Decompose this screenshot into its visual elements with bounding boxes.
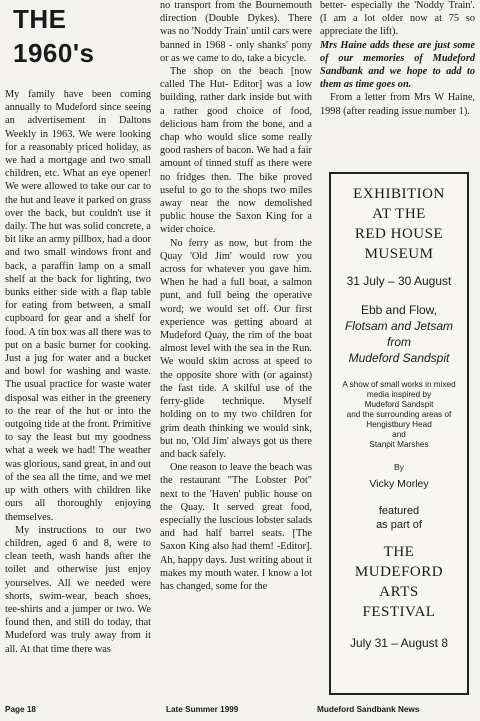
page-number: Page 18 (5, 705, 36, 714)
heading-line: RED HOUSE (354, 226, 444, 242)
column-2-text (160, 0, 312, 593)
paragraph: better- especially the 'Noddy Train'. (I am a lot older now at 75 so appreciate the lift). (320, 0, 475, 38)
article-title: THE 1960's (13, 4, 95, 68)
exhibition-poster (329, 172, 469, 695)
heading-line: MUSEUM (364, 246, 434, 262)
column-2 (160, 0, 312, 593)
exhibition-subtitle (331, 302, 467, 366)
exhibition-dates: 31 July – 30 August (346, 274, 452, 288)
festival-line: FESTIVAL (362, 604, 436, 620)
festival-line: ARTS (379, 584, 419, 600)
issue-label: Late Summer 1999 (166, 705, 239, 714)
subtitle-line: Mudeford Sandspit (348, 351, 450, 365)
description-line: and the surrounding areas of (346, 410, 452, 419)
by-label: By (393, 462, 405, 472)
artist-name: Vicky Morley (369, 478, 429, 490)
subtitle-line: Ebb and Flow, (360, 303, 438, 317)
heading-line: EXHIBITION (353, 186, 445, 202)
column-3-text (320, 0, 475, 118)
featured-label (331, 504, 467, 532)
festival-line: MUDEFORD (354, 564, 444, 580)
paragraph: My instructions to our two children, aged 6 and 8, were to clean teeth, wash hands after the toilet and otherwise just enjoy yourselves. All we needed were shorts, swim-wear, beach shoes, tee-shirts and a jumper or two. We found then, and still do today, that Mudeford was truly away from it all. At that time there was (5, 524, 151, 655)
description-line: A show of small works in mixed (342, 380, 456, 389)
column-3 (320, 0, 475, 118)
editor-note: Mrs Haine adds these are just some of our memories of Mudeford Sandbank and we hope to add to them as time goes on. (320, 39, 475, 91)
paragraph: The shop on the beach [now called The Hut- Editor] was a low building, rather dark inside but with a rather good choice of food, delicious ham from the bone, and a chap who would slice some really good rashers of bacon. We had a fair amount of tinned stuff as there were no fridges then. The bike proved useful to go to the shops two miles away near the now demolished public house the Saxon King for a wider choice. (160, 66, 312, 236)
letter-source: From a letter from Mrs W Haine, 1998 (after reading issue number 1). (320, 92, 475, 117)
column-1-text (5, 88, 151, 656)
description-line: and (392, 430, 406, 439)
paragraph: no transport from the Bournemouth direction (Double Dykes). There was no 'Noddy Train' until cars were banned in 1968 - only shanks' pony or as we came to do, take a bicycle. (160, 0, 312, 64)
heading-line: AT THE (372, 206, 426, 222)
column-1 (5, 0, 151, 656)
publication-name: Mudeford Sandbank News (317, 705, 420, 714)
description-line: Hengistbury Head (366, 420, 432, 429)
paragraph: One reason to leave the beach was the restaurant "The Lobster Pot" next to the 'Haven' public house on the Quay. It served great food, especially the luscious lobster salads and had half barrel seats. [The Saxon King also had them! -Editor]. Ah, happy days. Just writing about it makes my mouth water. I know a lot has changed, some for the (160, 462, 312, 592)
festival-heading (331, 542, 467, 622)
paragraph: No ferry as now, but from the Quay 'Old Jim' would row you across for whatever you gave him. When he had a full boat, a salmon punt, and full being the operative word; we would set off. Our first experience was getting aboard at Mudeford Quay, the rim of the boat almost level with the sea in the Run. We would skim across at speed to the opposite shore with (or against) the fast tide. A skilful use of the ferry-glide technique. Myself holding on to my two children for grim death thinking we would sink, but no, 'Old Jim' always got us there and back safely. (160, 237, 312, 460)
subtitle-line: from (387, 335, 411, 349)
subtitle-line: Flotsam and Jetsam (344, 319, 454, 333)
description-line: media inspired by (366, 390, 432, 399)
description-line: Mudeford Sandspit (364, 400, 434, 409)
festival-line: THE (383, 544, 415, 560)
paragraph: My family have been coming annually to Mudeford since seeing an advertisement in Daltons Weekly in 1963. We were looking for a reasonably priced holiday, as we had a mortgage and two small children, etc. What an eye opener! We were allowed to take our car to the hut and leave it parked on grass over the back, but couldn't use it daily. The hut was solid concrete, a bit like an army pillbox, had a door and two small windows front and back, a paraffin lamp on a small shelf at the back for lighting, two bunks either side with a flap table for eating from between, a small cupboard for gear and a shelf for food. A tin box was all there was to put on a basic burner for cooking. Just a jug for water and a bucket and bowl for washing and waste. The usual practice for waste water disposal was either in the greenery to the rear of the hut or into the outgoing tide at the front. Primitive to say the least but my goodness what a week we had! The weather was glorious, sand great, in and out of the sea all the time, and we met up with others with children like ours all thoroughly enjoying themselves. (5, 89, 151, 523)
description-line: Stanpit Marshes (369, 440, 429, 449)
featured-line: featured (378, 505, 420, 517)
exhibition-description (331, 380, 467, 450)
exhibition-heading (331, 184, 467, 264)
featured-line: as part of (376, 519, 422, 531)
festival-dates: July 31 – August 8 (349, 636, 449, 650)
